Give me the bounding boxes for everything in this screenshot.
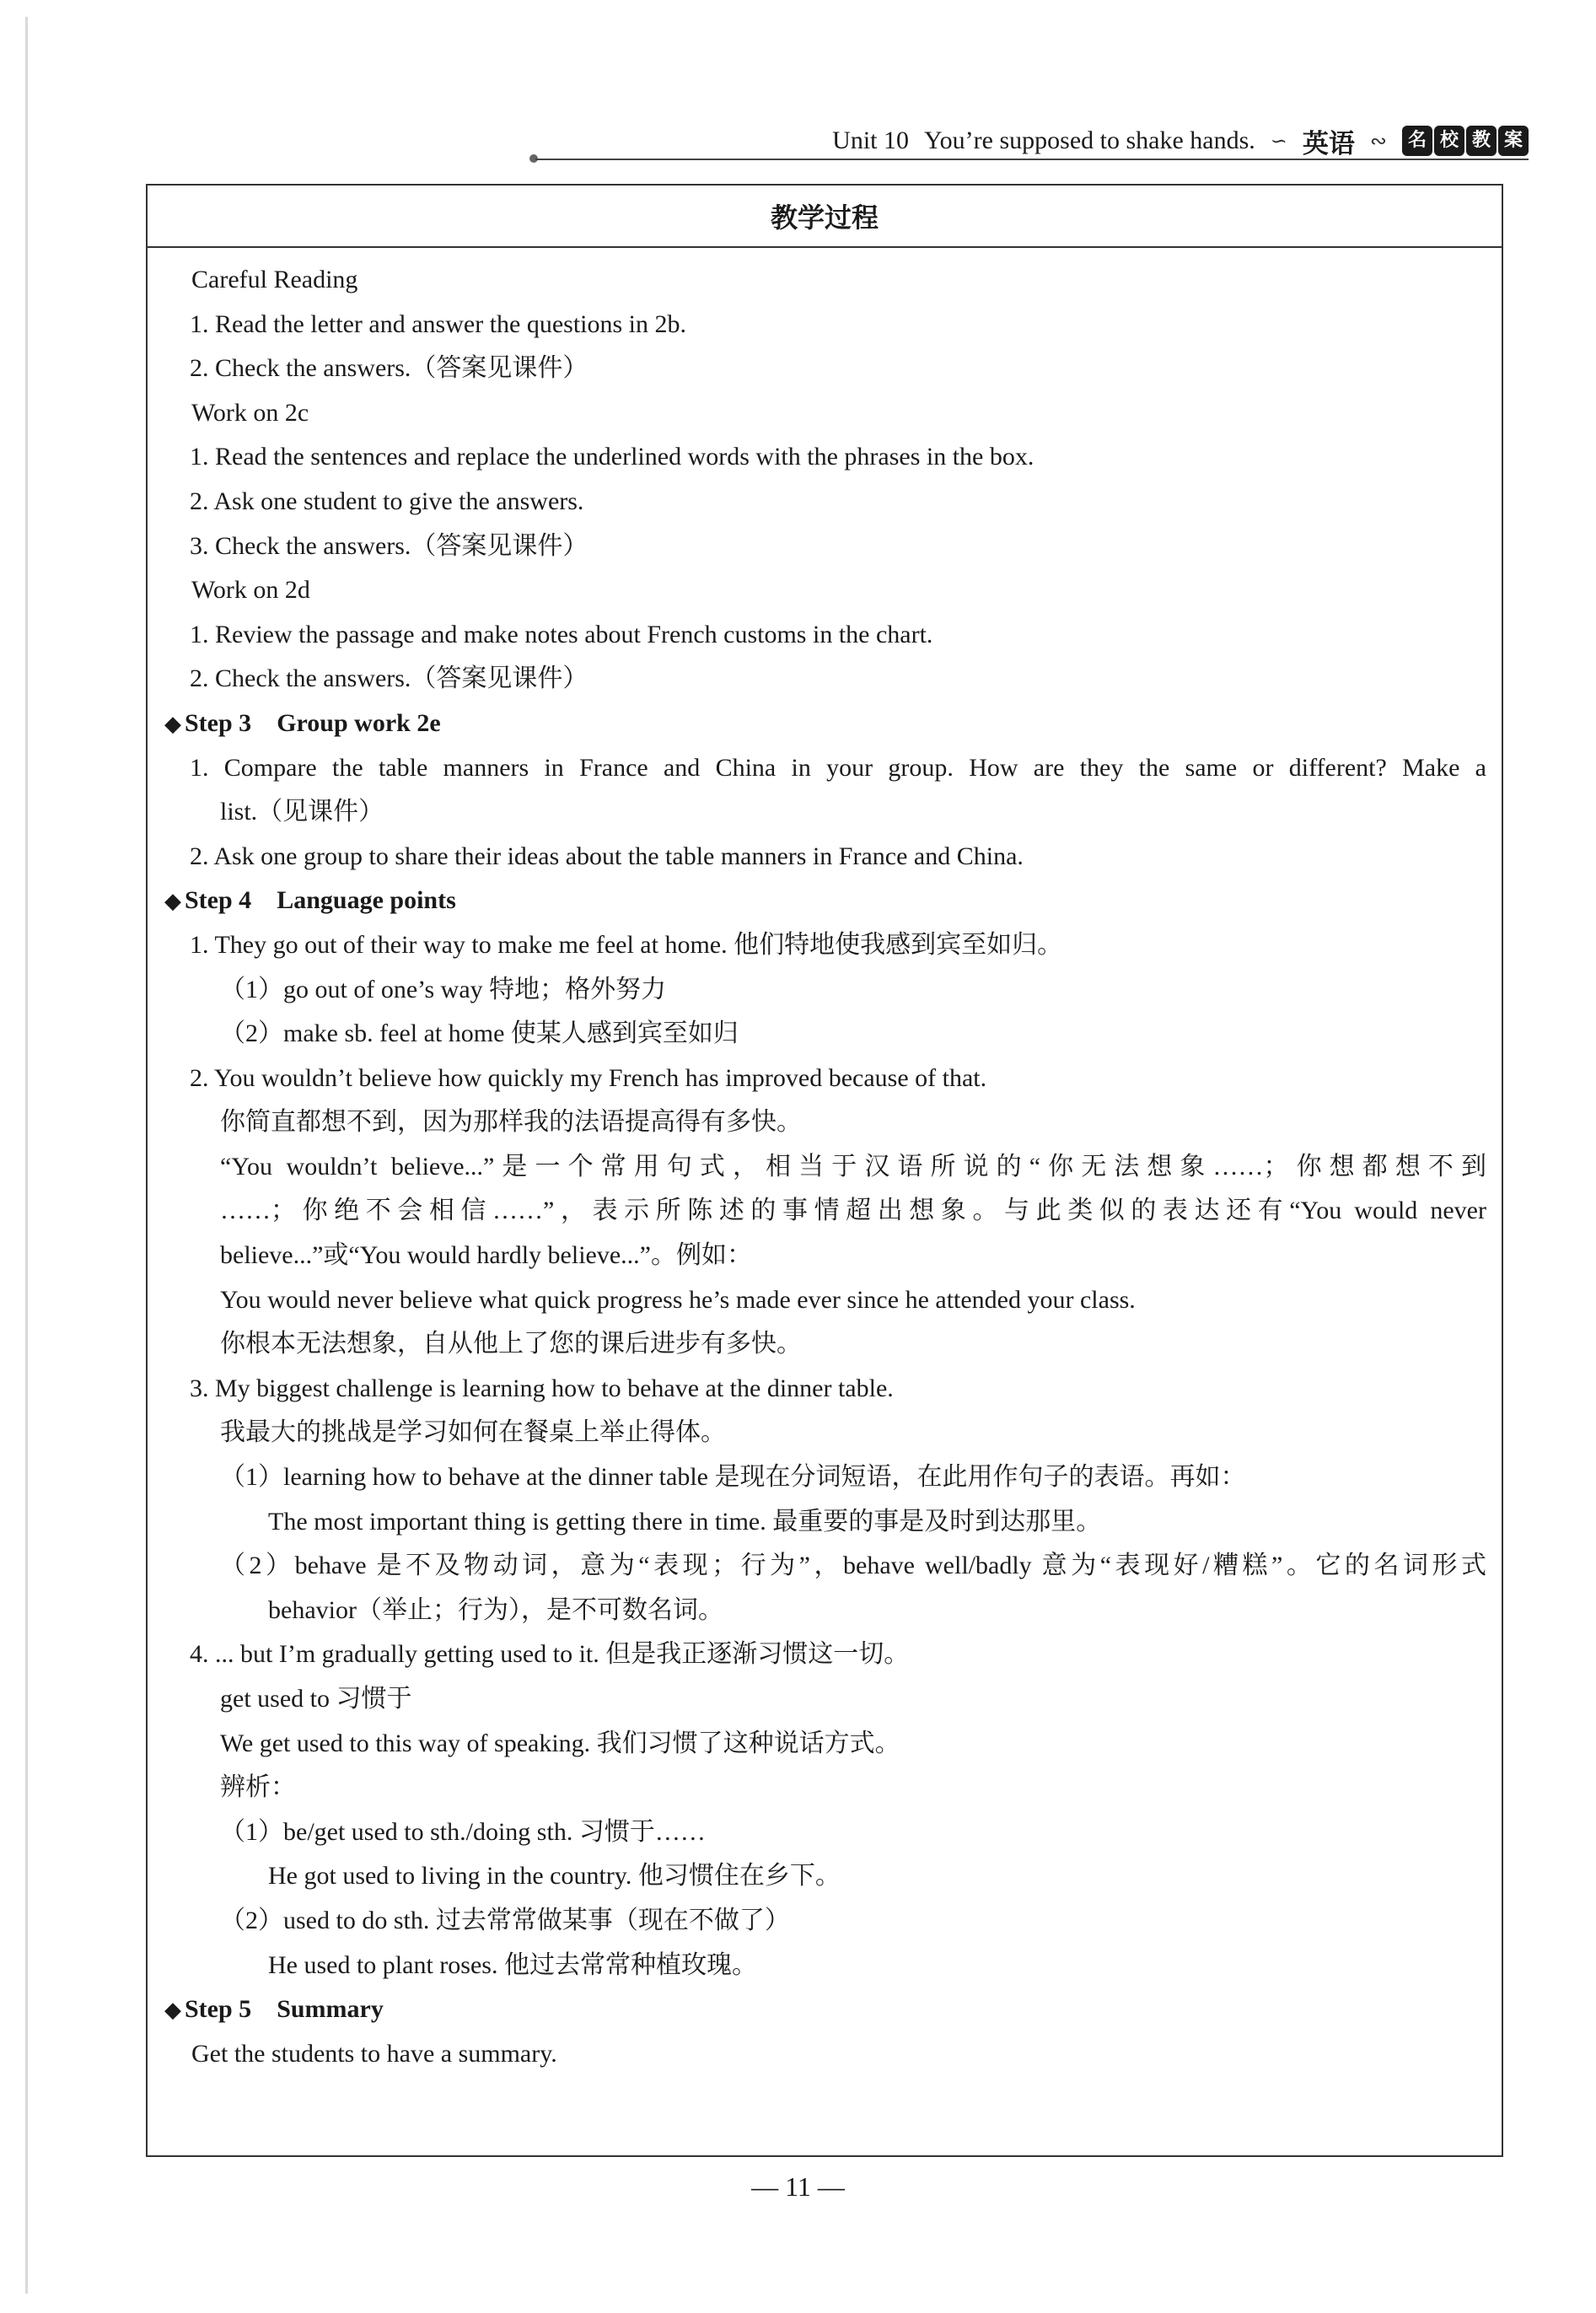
box-title: 教学过程 <box>148 186 1502 248</box>
sub-item-continued: behavior（举止；行为），是不可数名词。 <box>268 1595 723 1624</box>
page-header <box>540 120 1529 162</box>
box-content <box>148 258 1502 2076</box>
phrase: get used to 习惯于 <box>220 1685 412 1713</box>
list-item: 1. Review the passage and make notes about French customs in the chart. <box>190 620 933 648</box>
step-number: Step 4 <box>185 886 252 915</box>
list-item: 2. Check the answers.（答案见课件） <box>190 354 588 383</box>
analysis-label: 辨析： <box>220 1773 296 1802</box>
example-sentence: You would never believe what quick progress he’s made ever since he attended your class. <box>220 1285 1136 1314</box>
badge-char: 名 <box>1402 126 1432 156</box>
unit-title: You’re supposed to shake hands. <box>924 126 1255 154</box>
sub-item: （1）go out of one’s way 特地；格外努力 <box>220 975 667 1003</box>
section-heading: Work on 2d <box>191 576 310 605</box>
step-title: Language points <box>277 886 456 915</box>
step-number: Step 5 <box>185 1995 252 2024</box>
explanation: “You wouldn’t believe...”是一个常用句式，相当于汉语所说的“你无法想象……；你想都想不到 <box>220 1152 1486 1181</box>
sub-item: （1）be/get used to sth./doing sth. 习惯于…… <box>220 1817 706 1846</box>
list-item: 1. Read the letter and answer the questions in 2b. <box>190 309 687 338</box>
page-number: — 11 — <box>751 2171 845 2202</box>
badge-char: 校 <box>1434 126 1464 156</box>
example-sentence: He used to plant roses. 他过去常常种植玫瑰。 <box>268 1950 757 1979</box>
list-item-continued: list.（见课件） <box>220 798 384 826</box>
teaching-process-box <box>146 184 1503 2157</box>
section-heading: Work on 2c <box>191 398 309 427</box>
sub-item: （1）learning how to behave at the dinner table 是现在分词短语，在此用作句子的表语。再如： <box>220 1463 1246 1492</box>
explanation: believe...”或“You would hardly believe...”。例如： <box>220 1241 752 1270</box>
section-heading: Careful Reading <box>191 266 358 293</box>
scan-edge-line <box>25 17 28 2294</box>
badge-char: 案 <box>1498 126 1529 156</box>
step-heading <box>148 702 1502 746</box>
step-number: Step 3 <box>185 708 252 737</box>
example-sentence: He got used to living in the country. 他习惯住在乡下。 <box>268 1862 841 1891</box>
list-item: 4. ... but I’m gradually getting used to it. 但是我正逐渐习惯这一切。 <box>190 1640 910 1669</box>
sub-item: （2）make sb. feel at home 使某人感到宾至如归 <box>220 1019 739 1048</box>
diamond-icon: ◆ <box>164 889 181 914</box>
step-heading <box>148 1988 1502 2032</box>
list-item: 1. They go out of their way to make me feel at home. 他们特地使我感到宾至如归。 <box>190 930 1063 959</box>
list-item: 3. My biggest challenge is learning how to behave at the dinner table. <box>190 1374 894 1402</box>
sub-item: （2）used to do sth. 过去常常做某事（现在不做了） <box>220 1906 790 1934</box>
list-item: 2. You wouldn’t believe how quickly my French has improved because of that. <box>190 1063 987 1092</box>
sub-item: （2）behave 是不及物动词，意为“表现；行为”，behave well/badly 意为“表现好/糟糕”。它的名词形式 <box>220 1552 1486 1580</box>
list-item: 2. Ask one group to share their ideas about the table manners in France and China. <box>190 842 1024 870</box>
list-item: 2. Check the answers.（答案见课件） <box>190 664 588 693</box>
header-rule <box>535 159 1529 160</box>
badge-char: 教 <box>1466 126 1497 156</box>
list-item: 1. Read the sentences and replace the underlined words with the phrases in the box. <box>190 443 1034 471</box>
ornament-right-icon: ∾ <box>1369 130 1387 153</box>
series-badge <box>1402 126 1529 156</box>
ornament-left-icon: ∽ <box>1270 130 1287 153</box>
example-sentence: We get used to this way of speaking. 我们习惯了这种说话方式。 <box>220 1729 900 1757</box>
translation: 我最大的挑战是学习如何在餐桌上举止得体。 <box>220 1418 726 1447</box>
step-heading <box>148 879 1502 923</box>
translation: 你简直都想不到，因为那样我的法语提高得有多快。 <box>220 1108 802 1137</box>
diamond-icon: ◆ <box>164 1998 181 2023</box>
diamond-icon: ◆ <box>164 711 181 736</box>
list-item: 1. Compare the table manners in France and China in your group. How are they the same or different? Make a <box>190 753 1486 782</box>
step-title: Summary <box>277 1995 384 2024</box>
list-item: 3. Check the answers.（答案见课件） <box>190 531 588 560</box>
subject-label: 英语 <box>1302 128 1355 159</box>
unit-number: Unit 10 <box>832 126 910 154</box>
list-item: 2. Ask one student to give the answers. <box>190 487 584 515</box>
summary-text: Get the students to have a summary. <box>191 2039 557 2068</box>
example-sentence: The most important thing is getting there in time. 最重要的事是及时到达那里。 <box>268 1507 1102 1536</box>
step-title: Group work 2e <box>277 708 441 737</box>
explanation: ……；你绝不会相信……”，表示所陈述的事情超出想象。与此类似的表达还有“You would never <box>220 1197 1486 1225</box>
translation: 你根本无法想象，自从他上了您的课后进步有多快。 <box>220 1330 802 1358</box>
